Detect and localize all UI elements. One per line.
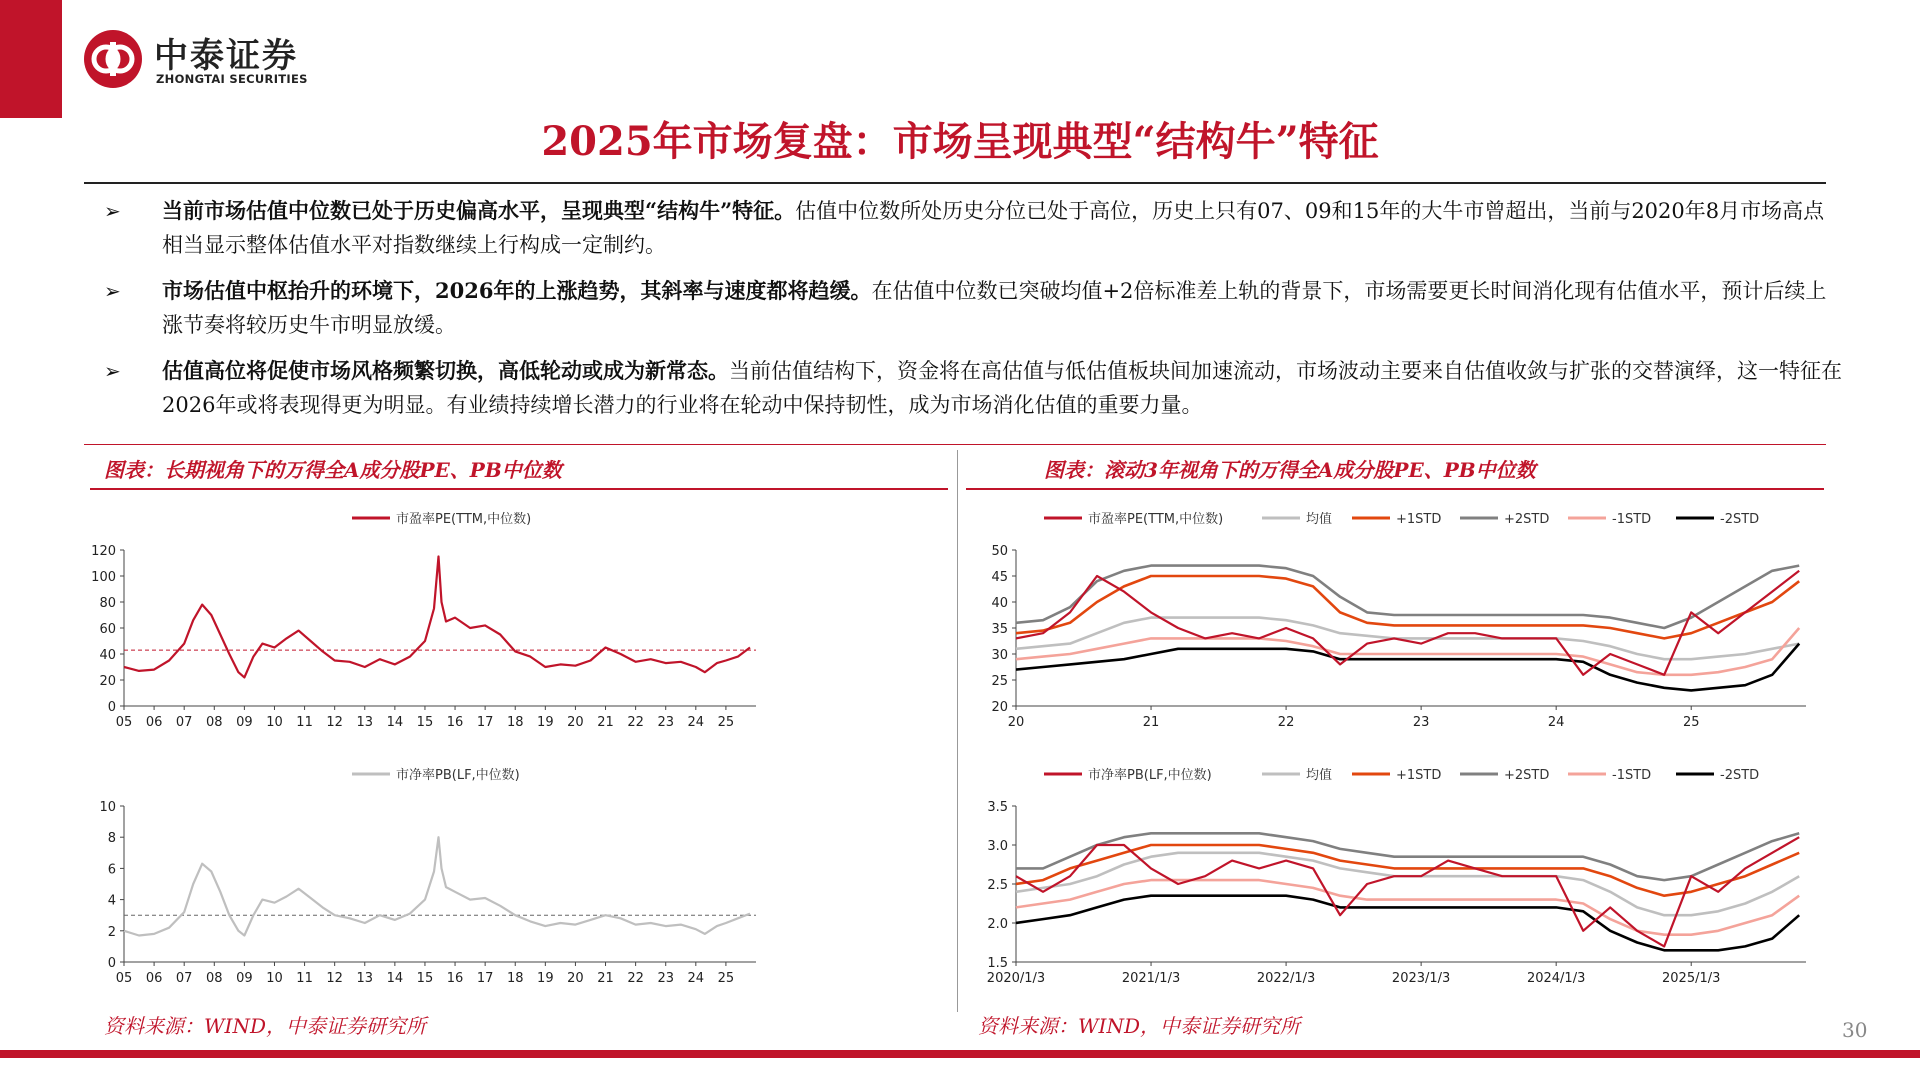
x-tick-label-2: 07 (175, 971, 193, 986)
y-tick-label-2: 30 (991, 648, 1008, 663)
bullet-arrow-icon: ➢ (104, 279, 121, 303)
y-tick-label-1: 2 (107, 924, 116, 940)
series-line-1 (1016, 853, 1799, 915)
y-tick-label-5: 45 (991, 570, 1008, 585)
company-logo (84, 26, 344, 92)
page-number: 30 (1842, 1018, 1868, 1042)
x-tick-label-18: 23 (657, 715, 674, 730)
bullet-2-lead: 市场估值中枢抬升的环境下，2026年的上涨趋势，其斜率与速度都将趋缓。 (162, 278, 872, 303)
x-tick-label-1: 2021/1/3 (1121, 971, 1181, 986)
y-tick-label-0: 1.5 (987, 956, 1008, 971)
page-title: 2025年市场复盘：市场呈现典型“结构牛”特征 (541, 118, 1379, 165)
x-tick-label-8: 13 (356, 715, 374, 730)
x-tick-label-16: 21 (597, 971, 614, 986)
right-source-note: 资料来源：WIND，中泰证券研究所 (978, 1014, 1300, 1038)
logo-text-en: ZHONGTAI SECURITIES (156, 72, 308, 86)
x-tick-label-3: 2023/1/3 (1391, 971, 1451, 986)
legend-label-1: 均值 (1306, 512, 1333, 527)
bullet-2 (104, 274, 1844, 342)
x-tick-label-11: 16 (446, 715, 464, 730)
panel-divider (957, 450, 958, 1012)
legend-label-5: -2STD (1720, 768, 1760, 783)
legend-label-1: 均值 (1306, 768, 1333, 783)
y-tick-label-2: 2.5 (987, 878, 1008, 893)
x-tick-label-8: 13 (356, 971, 374, 986)
section-divider (84, 444, 1826, 445)
legend-label-2: +1STD (1396, 512, 1442, 527)
series-line-3 (1016, 833, 1799, 880)
x-tick-label-0: 05 (115, 971, 133, 986)
x-tick-label-6: 11 (296, 971, 313, 986)
legend-label-2: +1STD (1396, 768, 1442, 783)
x-tick-label-16: 21 (597, 715, 614, 730)
y-tick-label-6: 120 (91, 544, 116, 559)
legend-label-4: -1STD (1612, 768, 1652, 783)
logo-mark-icon (84, 30, 142, 88)
x-tick-label-5: 10 (266, 971, 283, 986)
x-tick-label-5: 10 (266, 715, 283, 730)
x-tick-label-19: 24 (687, 715, 705, 730)
x-tick-label-18: 23 (657, 971, 674, 986)
chart-pb-long (90, 752, 950, 992)
legend-label-0: 市净率PB(LF,中位数) (396, 768, 520, 783)
x-tick-label-6: 11 (296, 715, 313, 730)
x-tick-label-4: 09 (236, 715, 253, 730)
y-tick-label-4: 40 (991, 596, 1008, 611)
chart-pe-long (90, 496, 950, 736)
x-tick-label-17: 22 (627, 971, 644, 986)
x-tick-label-3: 23 (1412, 715, 1430, 730)
x-tick-label-4: 2024/1/3 (1526, 971, 1586, 986)
legend-label-3: +2STD (1504, 768, 1550, 783)
x-tick-label-4: 09 (236, 971, 253, 986)
bullet-2-body: 在估值中位数已突破均值+2倍标准差上轨的背景下，市场需要更长时间消化现有估值水平，预计后续上涨节奏将较历史牛市明显放缓。 (162, 279, 1827, 337)
bullet-arrow-icon: ➢ (104, 199, 121, 223)
x-tick-label-3: 08 (206, 971, 223, 986)
y-tick-label-1: 25 (991, 674, 1008, 689)
x-tick-label-7: 12 (326, 715, 343, 730)
x-tick-label-1: 06 (145, 971, 163, 986)
series-line-0 (124, 557, 750, 678)
x-tick-label-12: 17 (476, 971, 494, 986)
title-divider (84, 182, 1826, 184)
x-tick-label-0: 20 (1007, 715, 1025, 730)
series-line-3 (1016, 566, 1799, 628)
x-tick-label-2: 22 (1277, 715, 1295, 730)
x-tick-label-1: 21 (1142, 715, 1160, 730)
logo-text-cn: 中泰证券 (154, 36, 298, 76)
x-tick-label-12: 17 (476, 715, 494, 730)
corner-brand-block (0, 0, 62, 118)
y-tick-label-4: 8 (107, 831, 116, 847)
x-tick-label-20: 25 (717, 715, 735, 730)
bullet-1-lead: 当前市场估值中位数已处于历史偏高水平，呈现典型“结构牛”特征。 (162, 198, 796, 223)
legend-label-5: -2STD (1720, 512, 1760, 527)
x-tick-label-10: 15 (416, 971, 434, 986)
bullet-arrow-icon: ➢ (104, 359, 121, 383)
y-tick-label-2: 40 (99, 648, 116, 663)
legend-label-0: 市净率PB(LF,中位数) (1088, 768, 1212, 783)
bullet-3-lead: 估值高位将促使市场风格频繁切换，高低轮动或成为新常态。 (162, 358, 729, 383)
x-tick-label-9: 14 (386, 971, 404, 986)
x-tick-label-2: 07 (175, 715, 193, 730)
bullet-1-body: 估值中位数所处历史分位已处于高位，历史上只有07、09和15年的大牛市曾超出，当前与2020年8月市场高点相当显示整体估值水平对指数继续上行构成一定制约。 (162, 199, 1825, 257)
x-tick-label-20: 25 (717, 971, 735, 986)
y-tick-label-3: 6 (107, 862, 116, 878)
legend-label-4: -1STD (1612, 512, 1652, 527)
x-tick-label-14: 19 (537, 715, 554, 730)
x-tick-label-13: 18 (506, 715, 524, 730)
y-tick-label-0: 20 (991, 700, 1008, 715)
left-source-note: 资料来源：WIND，中泰证券研究所 (104, 1014, 426, 1038)
y-tick-label-1: 2.0 (987, 917, 1008, 932)
series-line-5 (1016, 644, 1799, 691)
x-tick-label-2: 2022/1/3 (1256, 971, 1316, 986)
x-tick-label-4: 24 (1547, 715, 1565, 730)
x-tick-label-15: 20 (567, 971, 584, 986)
left-panel-title: 图表：长期视角下的万得全A成分股PE、PB中位数 (104, 458, 562, 482)
y-tick-label-5: 100 (91, 570, 116, 585)
x-tick-label-14: 19 (537, 971, 554, 986)
y-tick-label-3: 3.0 (987, 839, 1008, 854)
series-line-0 (1016, 837, 1799, 946)
series-line-0 (124, 837, 750, 935)
y-tick-label-0: 0 (107, 700, 116, 715)
chart-pe-rolling (966, 496, 1826, 736)
x-tick-label-9: 14 (386, 715, 404, 730)
y-tick-label-1: 20 (99, 674, 116, 689)
footer-bar (0, 1050, 1920, 1058)
bullet-1 (104, 194, 1844, 262)
chart-pb-rolling (966, 752, 1826, 992)
x-tick-label-11: 16 (446, 971, 464, 986)
legend-label-0: 市盈率PE(TTM,中位数) (396, 512, 532, 527)
x-tick-label-19: 24 (687, 971, 705, 986)
x-tick-label-10: 15 (416, 715, 434, 730)
y-tick-label-2: 4 (107, 893, 116, 909)
y-tick-label-4: 80 (99, 596, 116, 611)
legend-label-3: +2STD (1504, 512, 1550, 527)
x-tick-label-5: 25 (1682, 715, 1700, 730)
series-line-2 (1016, 576, 1799, 638)
y-tick-label-3: 60 (99, 622, 116, 637)
legend-label-0: 市盈率PE(TTM,中位数) (1088, 512, 1224, 527)
bullet-3-body: 当前估值结构下，资金将在高估值与低估值板块间加速流动，市场波动主要来自估值收敛与扩张的交替演绎，这一特征在2026年或将表现得更为明显。有业绩持续增长潜力的行业将在轮动中保持韧性，成为市场消化估值的重要力量。 (162, 359, 1842, 417)
x-tick-label-3: 08 (206, 715, 223, 730)
left-panel-rule (90, 488, 948, 490)
x-tick-label-15: 20 (567, 715, 584, 730)
right-panel-rule (966, 488, 1824, 490)
y-tick-label-4: 3.5 (987, 800, 1008, 815)
x-tick-label-13: 18 (506, 971, 524, 986)
bullet-3 (104, 354, 1844, 442)
y-tick-label-6: 50 (991, 544, 1008, 559)
y-tick-label-3: 35 (991, 622, 1008, 637)
y-tick-label-5: 10 (99, 800, 116, 815)
right-panel-title: 图表：滚动3年视角下的万得全A成分股PE、PB中位数 (1044, 458, 1536, 482)
x-tick-label-1: 06 (145, 715, 163, 730)
x-tick-label-0: 05 (115, 715, 133, 730)
x-tick-label-0: 2020/1/3 (986, 971, 1046, 986)
x-tick-label-7: 12 (326, 971, 343, 986)
x-tick-label-17: 22 (627, 715, 644, 730)
x-tick-label-5: 2025/1/3 (1662, 971, 1721, 986)
y-tick-label-0: 0 (107, 956, 116, 971)
